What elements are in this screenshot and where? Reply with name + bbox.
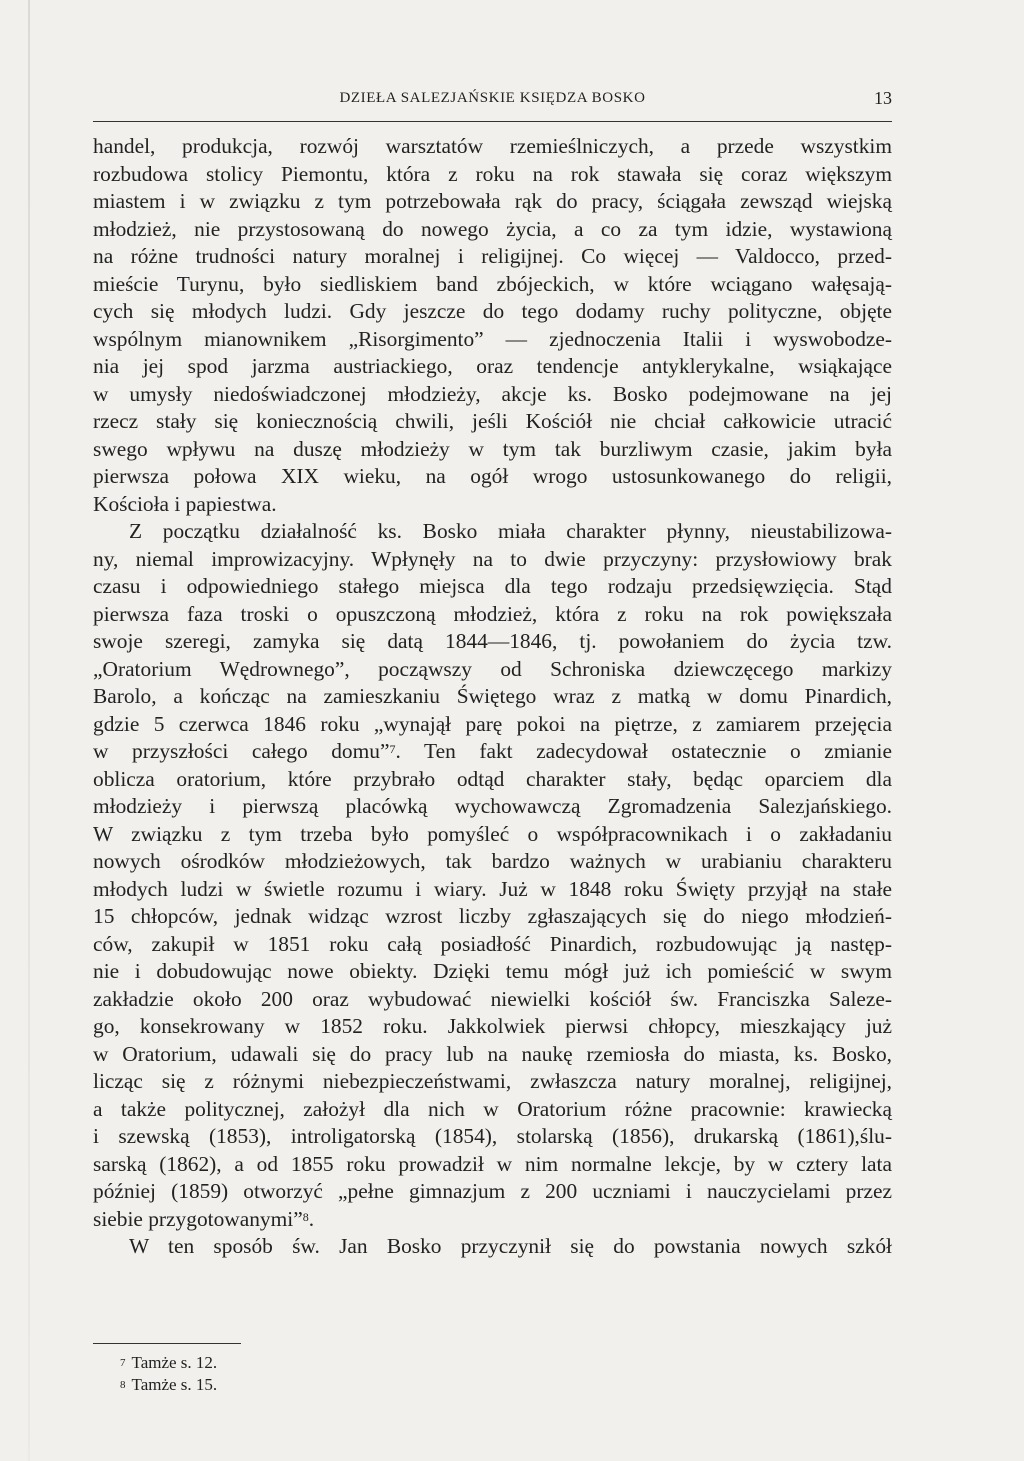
text-line: licząc się z różnymi niebezpieczeństwami, zwłaszcza natury moralnej, religijnej, [93, 1069, 892, 1093]
text-line: pierwsza połowa XIX wieku, na ogół wrogo ustosunkowanego do religii, [93, 464, 892, 488]
text-line: swego wpływu na duszę młodzieży w tym tak burzliwym czasie, jakim była [93, 436, 892, 461]
footnote-7 [120, 1352, 217, 1374]
text-segment: . Ten fakt zadecydował ostatecznie o zmianie [395, 739, 892, 763]
text-line: 15 chłopców, jednak widząc wzrost liczby zgłaszających się do niego młodzień- [93, 904, 892, 928]
running-header [93, 86, 892, 114]
footnote-text: Tamże s. 15. [131, 1375, 218, 1394]
text-line: i szewską (1853), introligatorską (1854), stolarską (1856), drukarską (1861),ślu- [93, 1124, 892, 1148]
text-line: na różne trudności natury moralnej i religijnej. Co więcej — Valdocco, przed- [93, 244, 892, 268]
text-line: nia jej spod jarzma austriackiego, oraz tendencje antyklerykalne, wsiąkające [93, 354, 892, 378]
text-line: w Oratorium, udawali się do pracy lub na naukę rzemiosła do miasta, ks. Bosko, [93, 1041, 892, 1066]
text-line: W związku z tym trzeba było pomyśleć o współpracownikach i o zakładaniu [93, 821, 892, 846]
text-segment: . [308, 1206, 315, 1231]
paragraph-start-line: W ten sposób św. Jan Bosko przyczynił się do powstania nowych szkół [129, 1234, 892, 1258]
header-title: DZIEŁA SALEZJAŃSKIE KSIĘDZA BOSKO [339, 90, 646, 106]
text-line: „Oratorium Wędrownego”, począwszy od Schroniska dziewczęcego markizy [93, 656, 892, 681]
text-line: handel, produkcja, rozwój warsztatów rzemieślniczych, a przede wszystkim [93, 134, 892, 158]
text-line: oblicza oratorium, które przybrało odtąd charakter stały, będąc oparciem dla [93, 766, 892, 791]
text-line: cych się młodych ludzi. Gdy jeszcze do tego dodamy ruchy polityczne, objęte [93, 299, 892, 323]
paragraph-end-line: Kościoła i papiestwa. [93, 491, 277, 516]
page-number: 13 [874, 88, 892, 108]
footnote-rule [93, 1343, 241, 1344]
footnote-mark: 7 [120, 1357, 126, 1369]
footnote-mark: 8 [120, 1379, 126, 1391]
text-line: wspólnym mianownikem „Risorgimento” — zjednoczenia Italii i wyswobodze- [93, 326, 892, 351]
text-line: młodzież, nie przystosowaną do nowego życia, a co za tym idzie, wystawioną [93, 216, 892, 241]
text-line: sarską (1862), a od 1855 roku prowadził w nim normalne lekcje, by w cztery lata [93, 1151, 892, 1176]
text-line: mieście Turynu, było siedliskiem band zbójeckich, w które wciągano wałęsają- [93, 271, 892, 296]
text-line: gdzie 5 czerwca 1846 roku „wynajął parę pokoi na piętrze, z zamiarem przejęcia [93, 711, 892, 736]
footnotes [120, 1352, 217, 1396]
text-line: Barolo, a kończąc na zamieszkaniu Świętego wraz z matką w domu Pinardich, [93, 684, 892, 708]
text-segment: siebie przygotowanymi” [93, 1206, 303, 1231]
text-line: go, konsekrowany w 1852 roku. Jakkolwiek pierwsi chłopcy, mieszkający już [93, 1014, 892, 1038]
text-line: rozbudowa stolicy Piemontu, która z roku na rok stawała się coraz większym [93, 161, 892, 186]
body-text [93, 133, 892, 1261]
scan-edge [28, 0, 30, 1461]
text-line: swoje szeregi, zamyka się datą 1844—1846, tj. powołaniem do życia tzw. [93, 629, 892, 653]
text-line: nowych ośrodków młodzieżowych, tak bardzo ważnych w urabianiu charakteru [93, 849, 892, 873]
text-line: ny, niemal improwizacyjny. Wpłynęły na to dwie przyczyny: przysłowiowy brak [93, 546, 892, 571]
text-line: miastem i w związku z tym potrzebowała rąk do pracy, ściągała zewsząd wiejską [93, 189, 892, 213]
text-line: w umysły niedoświadczonej młodzieży, akcje ks. Bosko podejmowane na jej [93, 381, 892, 406]
text-line: nie i dobudowując nowe obiekty. Dzięki temu mógł już ich pomieścić w swym [93, 959, 892, 983]
footnote-8 [120, 1374, 217, 1396]
text-segment: w przyszłości całego domu” [93, 739, 390, 763]
text-line: rzecz stały się koniecznością chwili, jeśli Kościół nie chciał całkowicie utracić [93, 409, 892, 433]
text-line: młodzieży i pierwszą placówką wychowawczą Zgromadzenia Salezjańskiego. [93, 794, 892, 818]
paragraph-end-line [93, 1206, 892, 1234]
footnote-text: Tamże s. 12. [131, 1353, 218, 1372]
text-line: a także politycznej, założył dla nich w Oratorium różne pracownie: krawiecką [93, 1096, 892, 1121]
paragraph-start-line: Z początku działalność ks. Bosko miała charakter płynny, nieustabilizowa- [129, 519, 892, 543]
text-line: później (1859) otworzyć „pełne gimnazjum z 200 uczniami i nauczycielami przez [93, 1179, 892, 1203]
footnote-ref-8[interactable]: 8 [302, 1209, 309, 1224]
text-line-with-footnote [93, 738, 892, 766]
text-line: zakładzie około 200 oraz wybudować niewielki kościół św. Franciszka Saleze- [93, 986, 892, 1011]
footnote-ref-7[interactable]: 7 [389, 742, 396, 756]
text-line: czasu i odpowiedniego stałego miejsca dla tego rodzaju przedsięwzięcia. Stąd [93, 574, 892, 598]
text-line: młodych ludzi w świetle rozumu i wiary. Już w 1848 roku Święty przyjął na stałe [93, 876, 892, 901]
text-line: pierwsza faza troski o opuszczoną młodzież, która z roku na rok powiększała [93, 601, 892, 626]
header-rule [93, 121, 892, 122]
text-line: ców, zakupił w 1851 roku całą posiadłość Pinardich, rozbudowując ją następ- [93, 931, 892, 956]
